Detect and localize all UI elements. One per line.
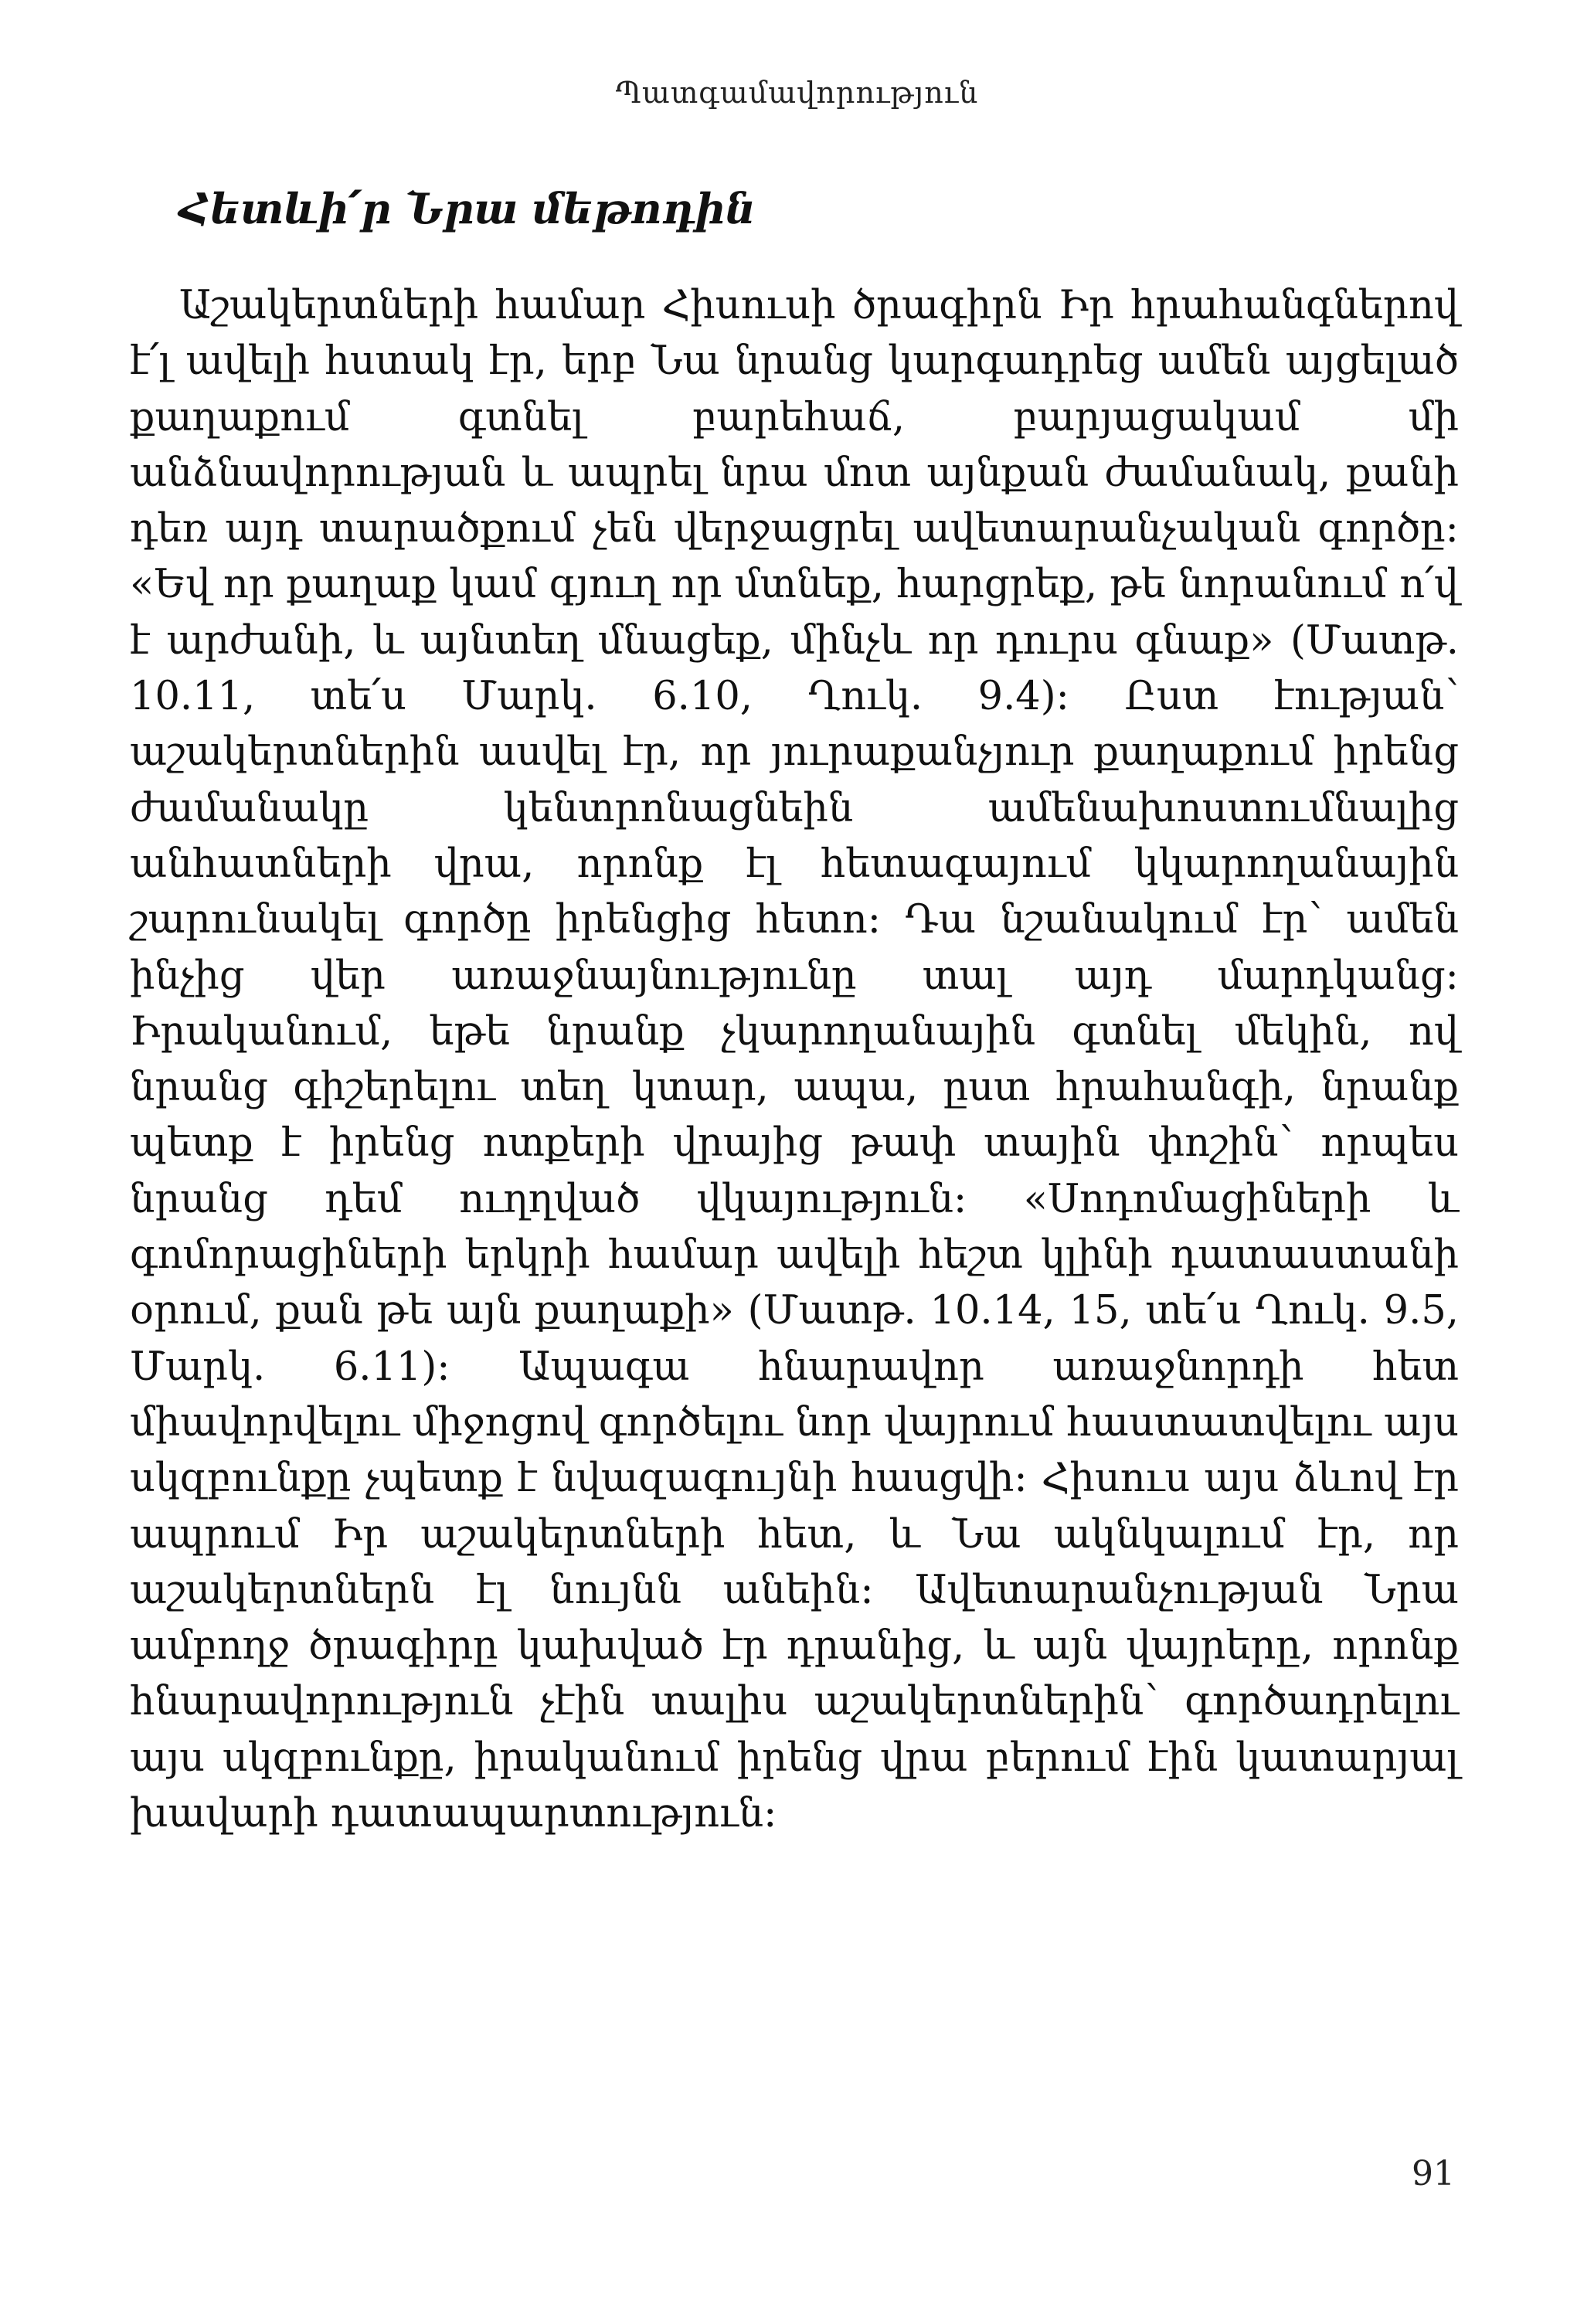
running-header: Պատգամավորություն bbox=[615, 76, 979, 110]
page-number: 91 bbox=[1412, 2154, 1455, 2193]
body-text bbox=[130, 278, 1459, 1842]
section-title: Հետևի՛ր Նրա մեթոդին bbox=[179, 184, 756, 233]
body-paragraph: Աշակերտների համար Հիսուսի ծրագիրն Իր հրահանգներով է՛լ ավելի հստակ էր, երբ Նա նրանց կարգադրեց ամեն այցելած քաղաքում գտնել բարեհաճ, բարյացակամ մի անձնավորության և ապրել նրա մոտ այնքան ժամանակ, քանի դեռ այդ տարածքում չեն վերջացրել ավետարանչական գործը։ «Եվ որ քաղաք կամ գյուղ որ մտնեք, հարցրեք, թե նորանում ո՛վ է արժանի, և այնտեղ մնացեք, մինչև որ դուրս գնաք» (Մատթ. 10.11, տե՛ս Մարկ. 6.10, Ղուկ. 9.4)։ Ըստ էության՝ աշակերտներին ասվել էր, որ յուրաքանչյուր քաղաքում իրենց ժամանակը կենտրոնացնեին ամենախոստումնալից անհատների վրա, որոնք էլ հետագայում կկարողանային շարունակել գործը իրենցից հետո։ Դա նշանակում էր՝ ամեն ինչից վեր առաջնայնությունը տալ այդ մարդկանց։ Իրականում, եթե նրանք չկարողանային գտնել մեկին, ով նրանց գիշերելու տեղ կտար, ապա, ըստ հրահանգի, նրանք պետք է իրենց ոտքերի վրայից թափ տային փոշին՝ որպես նրանց դեմ ուղղված վկայություն։ «Սոդոմացիների և գոմորացիների երկրի համար ավելի հեշտ կլինի դատաստանի օրում, քան թե այն քաղաքի» (Մատթ. 10.14, 15, տե՛ս Ղուկ. 9.5, Մարկ. 6.11)։ Ապագա հնարավոր առաջնորդի հետ միավորվելու միջոցով գործելու նոր վայրում հաստատվելու այս սկզբունքը չպետք է նվազագույնի հասցվի։ Հիսուս այս ձևով էր ապրում Իր աշակերտների հետ, և Նա ակնկալում էր, որ աշակերտներն էլ նույնն անեին։ Ավետարանչության Նրա ամբողջ ծրագիրը կախված էր դրանից, և այն վայրերը, որոնք հնարավորություն չէին տալիս աշակերտներին՝ գործադրելու այս սկզբունքը, իրականում իրենց վրա բերում էին կատարյալ խավարի դատապարտություն։ bbox=[130, 283, 1459, 1837]
